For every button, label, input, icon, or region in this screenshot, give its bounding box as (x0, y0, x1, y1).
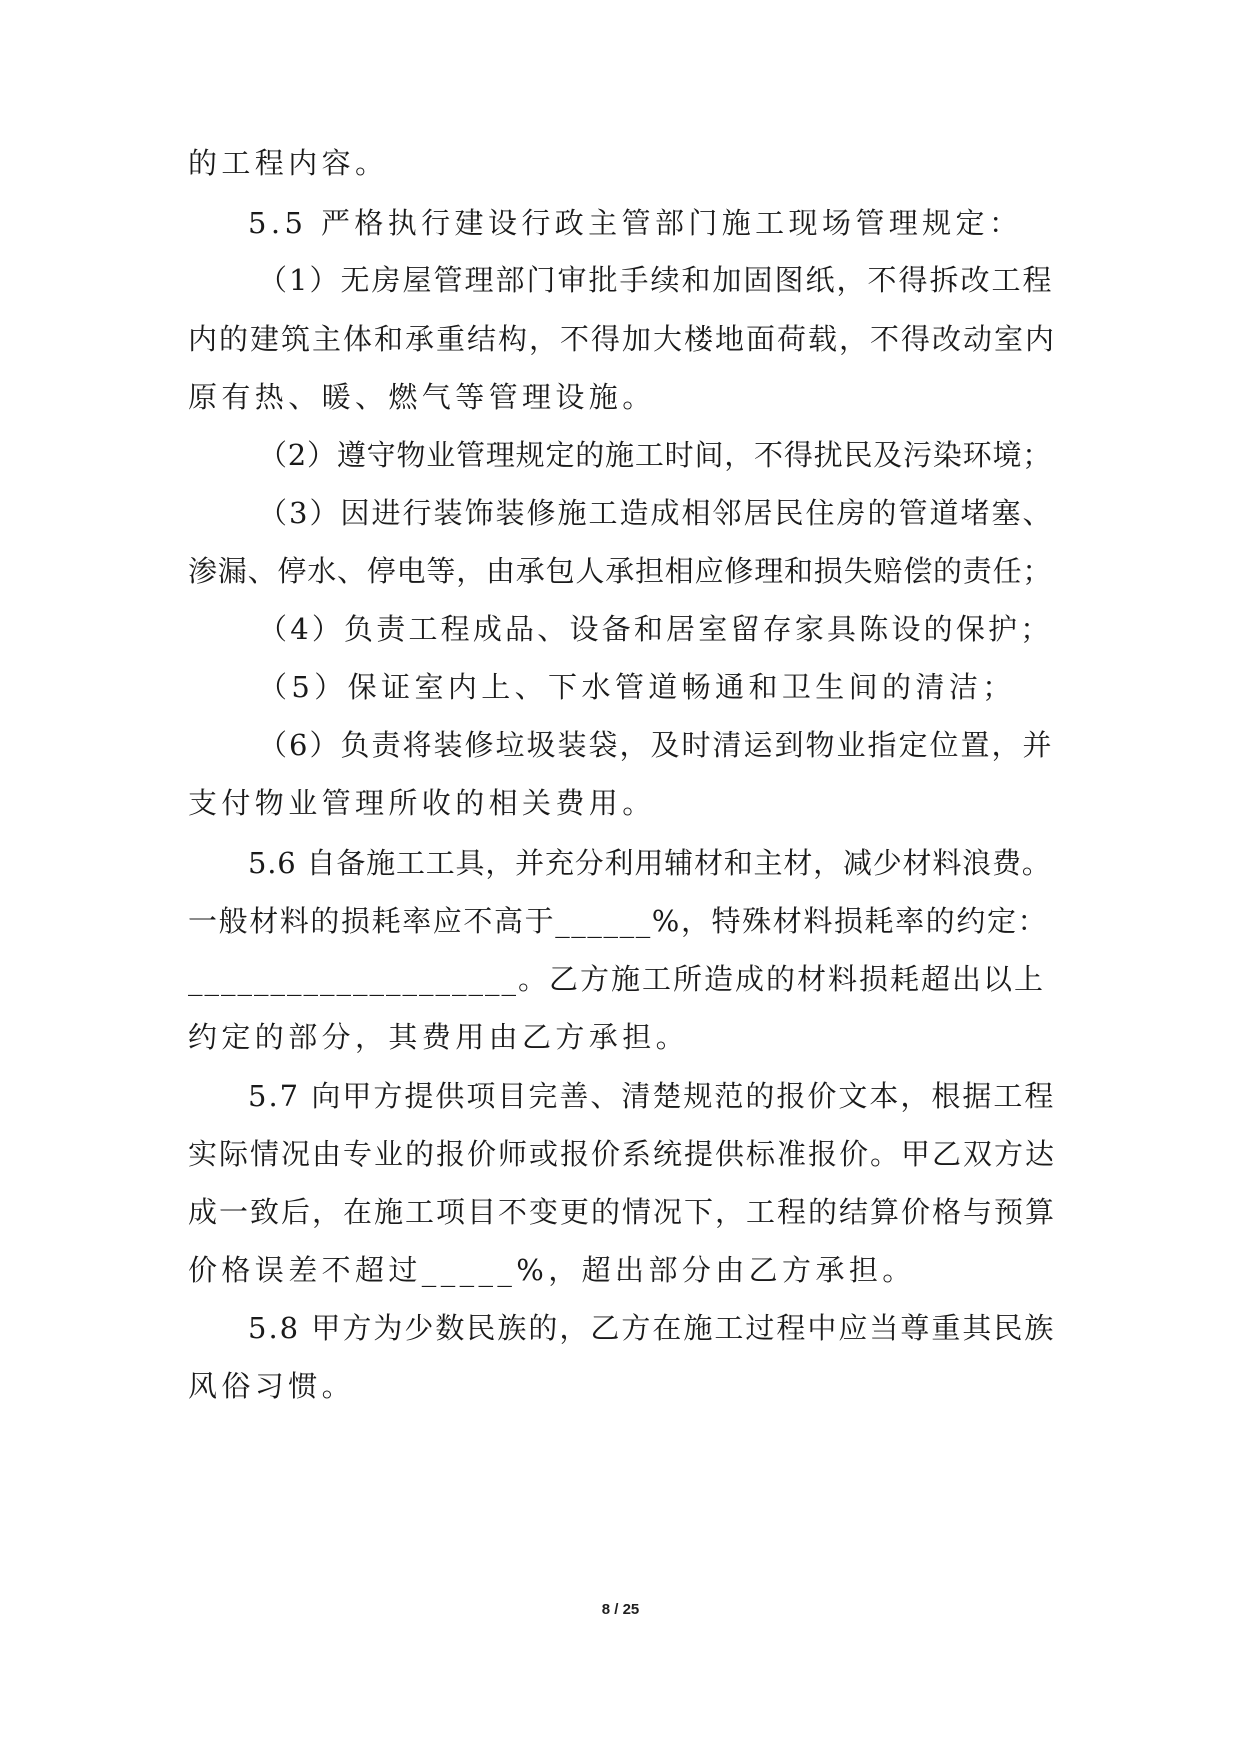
section-5-6-line: 5.6 自备施工工具，并充分利用辅材和主材，减少材料浪费。 (248, 846, 1052, 880)
section-5-6-line: 约定的部分，其费用由乙方承担。 (188, 1020, 690, 1054)
list-item-1-line: 原有热、暖、燃气等管理设施。 (188, 380, 656, 414)
list-item-5: （5）保证室内上、下水管道畅通和卫生间的清洁； (258, 670, 1016, 704)
section-5-8-line: 5.8 甲方为少数民族的，乙方在施工过程中应当尊重其民族 (248, 1311, 1056, 1345)
section-5-5-heading: 5.5 严格执行建设行政主管部门施工现场管理规定： (248, 206, 1023, 240)
section-5-7-line: 价格误差不超过_____%，超出部分由乙方承担。 (188, 1253, 916, 1287)
list-item-2: （2）遵守物业管理规定的施工时间，不得扰民及污染环境； (258, 438, 1053, 472)
section-5-7-line: 实际情况由专业的报价师或报价系统提供标准报价。甲乙双方达 (188, 1137, 1057, 1171)
paragraph-line: 的工程内容。 (188, 146, 389, 180)
list-item-4: （4）负责工程成品、设备和居室留存家具陈设的保护； (258, 612, 1053, 646)
list-item-1-line: 内的建筑主体和承重结构，不得加大楼地面荷载，不得改动室内 (188, 322, 1057, 356)
list-item-3-line: （3）因进行装饰装修施工造成相邻居民住房的管道堵塞、 (258, 496, 1054, 530)
list-item-6-line: 支付物业管理所收的相关费用。 (188, 786, 656, 820)
section-5-6-line: 一般材料的损耗率应不高于______%，特殊材料损耗率的约定： (188, 904, 1049, 938)
list-item-3-line: 渗漏、停水、停电等，由承包人承担相应修理和损失赔偿的责任； (188, 554, 1053, 588)
page-number: 8 / 25 (601, 1601, 640, 1618)
list-item-1-line: （1）无房屋管理部门审批手续和加固图纸，不得拆改工程 (258, 263, 1054, 297)
section-5-7-line: 成一致后，在施工项目不变更的情况下，工程的结算价格与预算 (188, 1195, 1057, 1229)
section-5-7-line: 5.7 向甲方提供项目完善、清楚规范的报价文本，根据工程 (248, 1079, 1056, 1113)
section-5-8-line: 风俗习惯。 (188, 1369, 356, 1403)
list-item-6-line: （6）负责将装修垃圾装袋，及时清运到物业指定位置，并 (258, 728, 1054, 762)
section-5-6-line: ____________________。乙方施工所造成的材料损耗超出以上 (188, 962, 1046, 996)
